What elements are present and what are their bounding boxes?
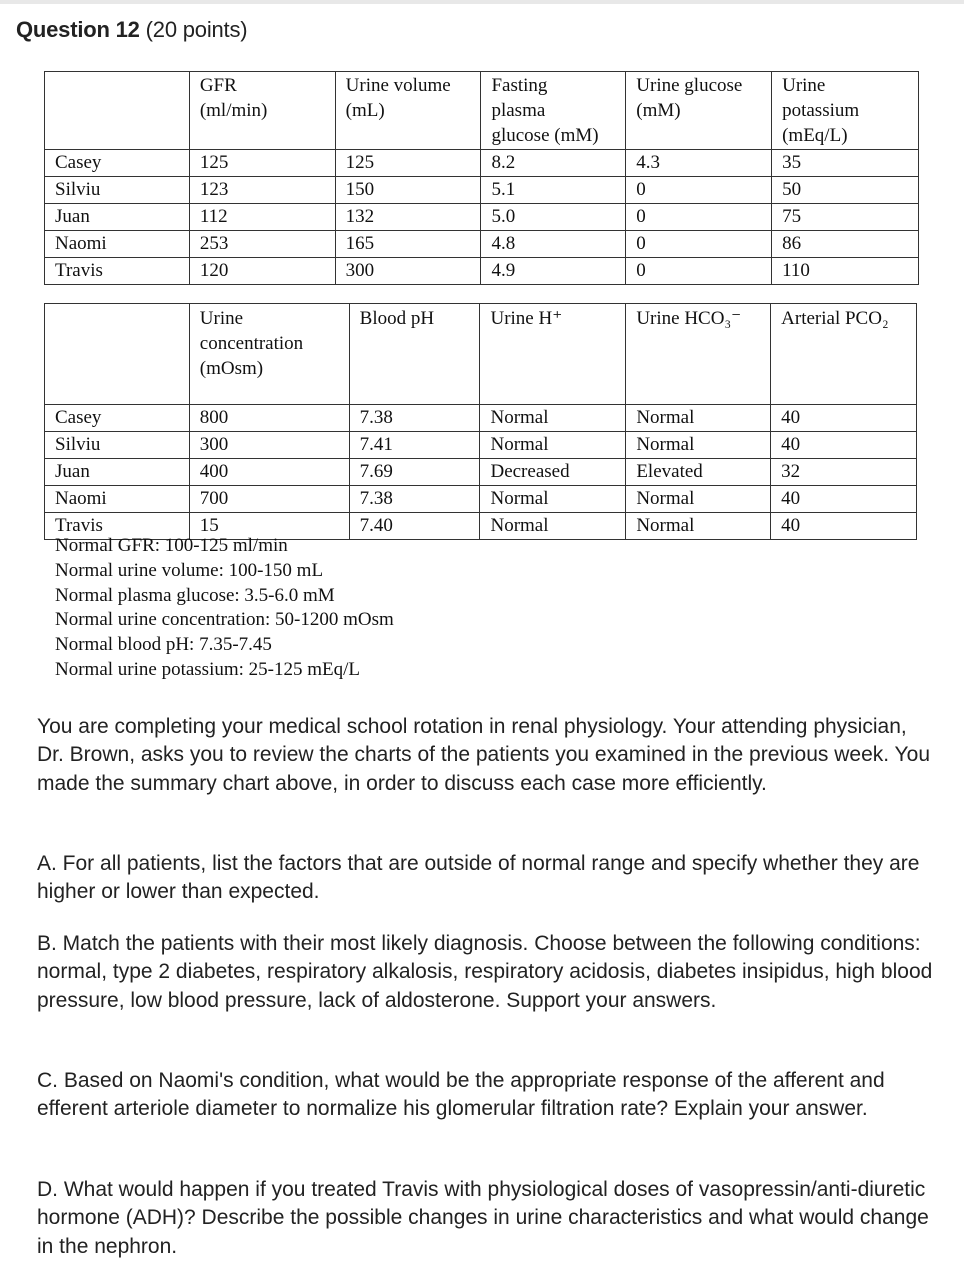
table-cell: 165 [335,231,481,258]
table-cell: Normal [480,513,626,540]
normal-range-line: Normal urine concentration: 50-1200 mOsm [55,609,394,631]
table-cell: Normal [626,513,771,540]
question-points: (20 points) [145,17,248,42]
table-cell: 4.9 [481,258,626,285]
table-cell: 35 [772,150,919,177]
normal-range-line: Normal urine volume: 100-150 mL [55,559,324,581]
patient-name-cell: Juan [45,459,190,486]
table-cell: 700 [189,486,349,513]
table-header-cell: Urine volume (mL) [335,72,481,150]
patient-name-cell: Juan [45,204,190,231]
table-cell: 15 [189,513,349,540]
table-cell: Normal [480,432,626,459]
table-row [45,177,919,204]
table-cell: 400 [189,459,349,486]
table-cell: 125 [335,150,481,177]
part-a-prompt: A. For all patients, list the factors that are outside of normal range and specify whether they are higher or lower than expected. [37,852,920,904]
table-cell: Normal [626,486,771,513]
part-b-prompt: B. Match the patients with their most likely diagnosis. Choose between the following conditions: normal, type 2 diabetes, respiratory alkalosis, respiratory acidosis, diabetes insipidus, high blood pressure, low blood pressure, lack of aldosterone. Support your answers. [37,932,933,1012]
table-cell: 7.69 [349,459,480,486]
table-cell: 4.3 [626,150,772,177]
table-cell: Normal [480,486,626,513]
table-cell: 40 [771,405,917,432]
table-header-cell: GFR (ml/min) [189,72,335,150]
patient-name-cell: Casey [45,150,190,177]
table-row [45,486,917,513]
patient-name-cell: Naomi [45,486,190,513]
table-header-cell: Urine concentration (mOsm) [189,304,349,405]
table-row [45,405,917,432]
table-cell: Elevated [626,459,771,486]
table-row [45,258,919,285]
table-cell: 0 [626,177,772,204]
table-cell: 132 [335,204,481,231]
patient-name-cell: Casey [45,405,190,432]
table-row [45,432,917,459]
normal-ranges [55,534,394,683]
table-cell: 253 [189,231,335,258]
table-header-cell: Urine HCO₃⁻ [626,304,771,405]
table-cell: 7.41 [349,432,480,459]
table-header-cell: Urine potassium (mEq/L) [772,72,919,150]
intro-paragraph: You are completing your medical school rotation in renal physiology. Your attending physician, Dr. Brown, asks you to review the charts of the patients you examined in the previous week. You made the summary chart above, in order to discuss each case more efficiently. [37,715,930,795]
table-cell: 7.38 [349,405,480,432]
table-cell: 150 [335,177,481,204]
table-header-cell: Arterial PCO₂ [771,304,917,405]
table-cell: 125 [189,150,335,177]
normal-range-line: Normal urine potassium: 25-125 mEq/L [55,658,361,680]
normal-range-line: Normal plasma glucose: 3.5-6.0 mM [55,584,335,606]
part-d-prompt: D. What would happen if you treated Travis with physiological doses of vasopressin/anti-diuretic hormone (ADH)? Describe the possible changes in urine characteristics and what would change in the nephron. [37,1178,929,1258]
table-cell: 4.8 [481,231,626,258]
patient-name-cell: Travis [45,513,190,540]
table-row [45,204,919,231]
table-cell: 112 [189,204,335,231]
table-cell: 7.38 [349,486,480,513]
table-header-cell: Urine glucose (mM) [626,72,772,150]
patient-name-cell: Naomi [45,231,190,258]
table-cell: 50 [772,177,919,204]
table-row [45,231,919,258]
table-cell: 123 [189,177,335,204]
top-divider [0,0,964,4]
table-cell: Normal [626,432,771,459]
table-cell: 75 [772,204,919,231]
table-header-cell: Blood pH [349,304,480,405]
table-cell: Decreased [480,459,626,486]
patient-name-cell: Silviu [45,432,190,459]
table-row [45,459,917,486]
table-header-row [45,72,919,150]
normal-range-line: Normal blood pH: 7.35-7.45 [55,634,272,656]
table-header-cell [45,304,190,405]
table-header-cell: Urine H⁺ [480,304,626,405]
table-cell: 8.2 [481,150,626,177]
table-header-row [45,304,917,405]
patient-name-cell: Silviu [45,177,190,204]
part-c-prompt: C. Based on Naomi's condition, what would be the appropriate response of the afferent and efferent arteriole diameter to normalize his glomerular filtration rate? Explain your answer. [37,1069,885,1121]
table-cell: 120 [189,258,335,285]
table-cell: Normal [626,405,771,432]
table-cell: 7.40 [349,513,480,540]
table-cell: 5.0 [481,204,626,231]
table-cell: 40 [771,486,917,513]
table-cell: 0 [626,231,772,258]
lab-values-table-1 [44,71,919,285]
table-cell: 0 [626,204,772,231]
lab-values-table-2 [44,303,917,540]
question-label: Question 12 [16,17,140,42]
table-header-cell: Fasting plasma glucose (mM) [481,72,626,150]
table-cell: 300 [335,258,481,285]
table-cell: 40 [771,432,917,459]
patient-name-cell: Travis [45,258,190,285]
question-title [16,17,247,43]
table-row [45,150,919,177]
table-cell: 40 [771,513,917,540]
table-cell: 300 [189,432,349,459]
table-header-cell [45,72,190,150]
table-cell: 0 [626,258,772,285]
table-cell: 110 [772,258,919,285]
table-cell: 86 [772,231,919,258]
normal-range-line: Normal GFR: 100-125 ml/min [55,535,288,556]
table-cell: 5.1 [481,177,626,204]
table-cell: 32 [771,459,917,486]
table-cell: 800 [189,405,349,432]
table-cell: Normal [480,405,626,432]
